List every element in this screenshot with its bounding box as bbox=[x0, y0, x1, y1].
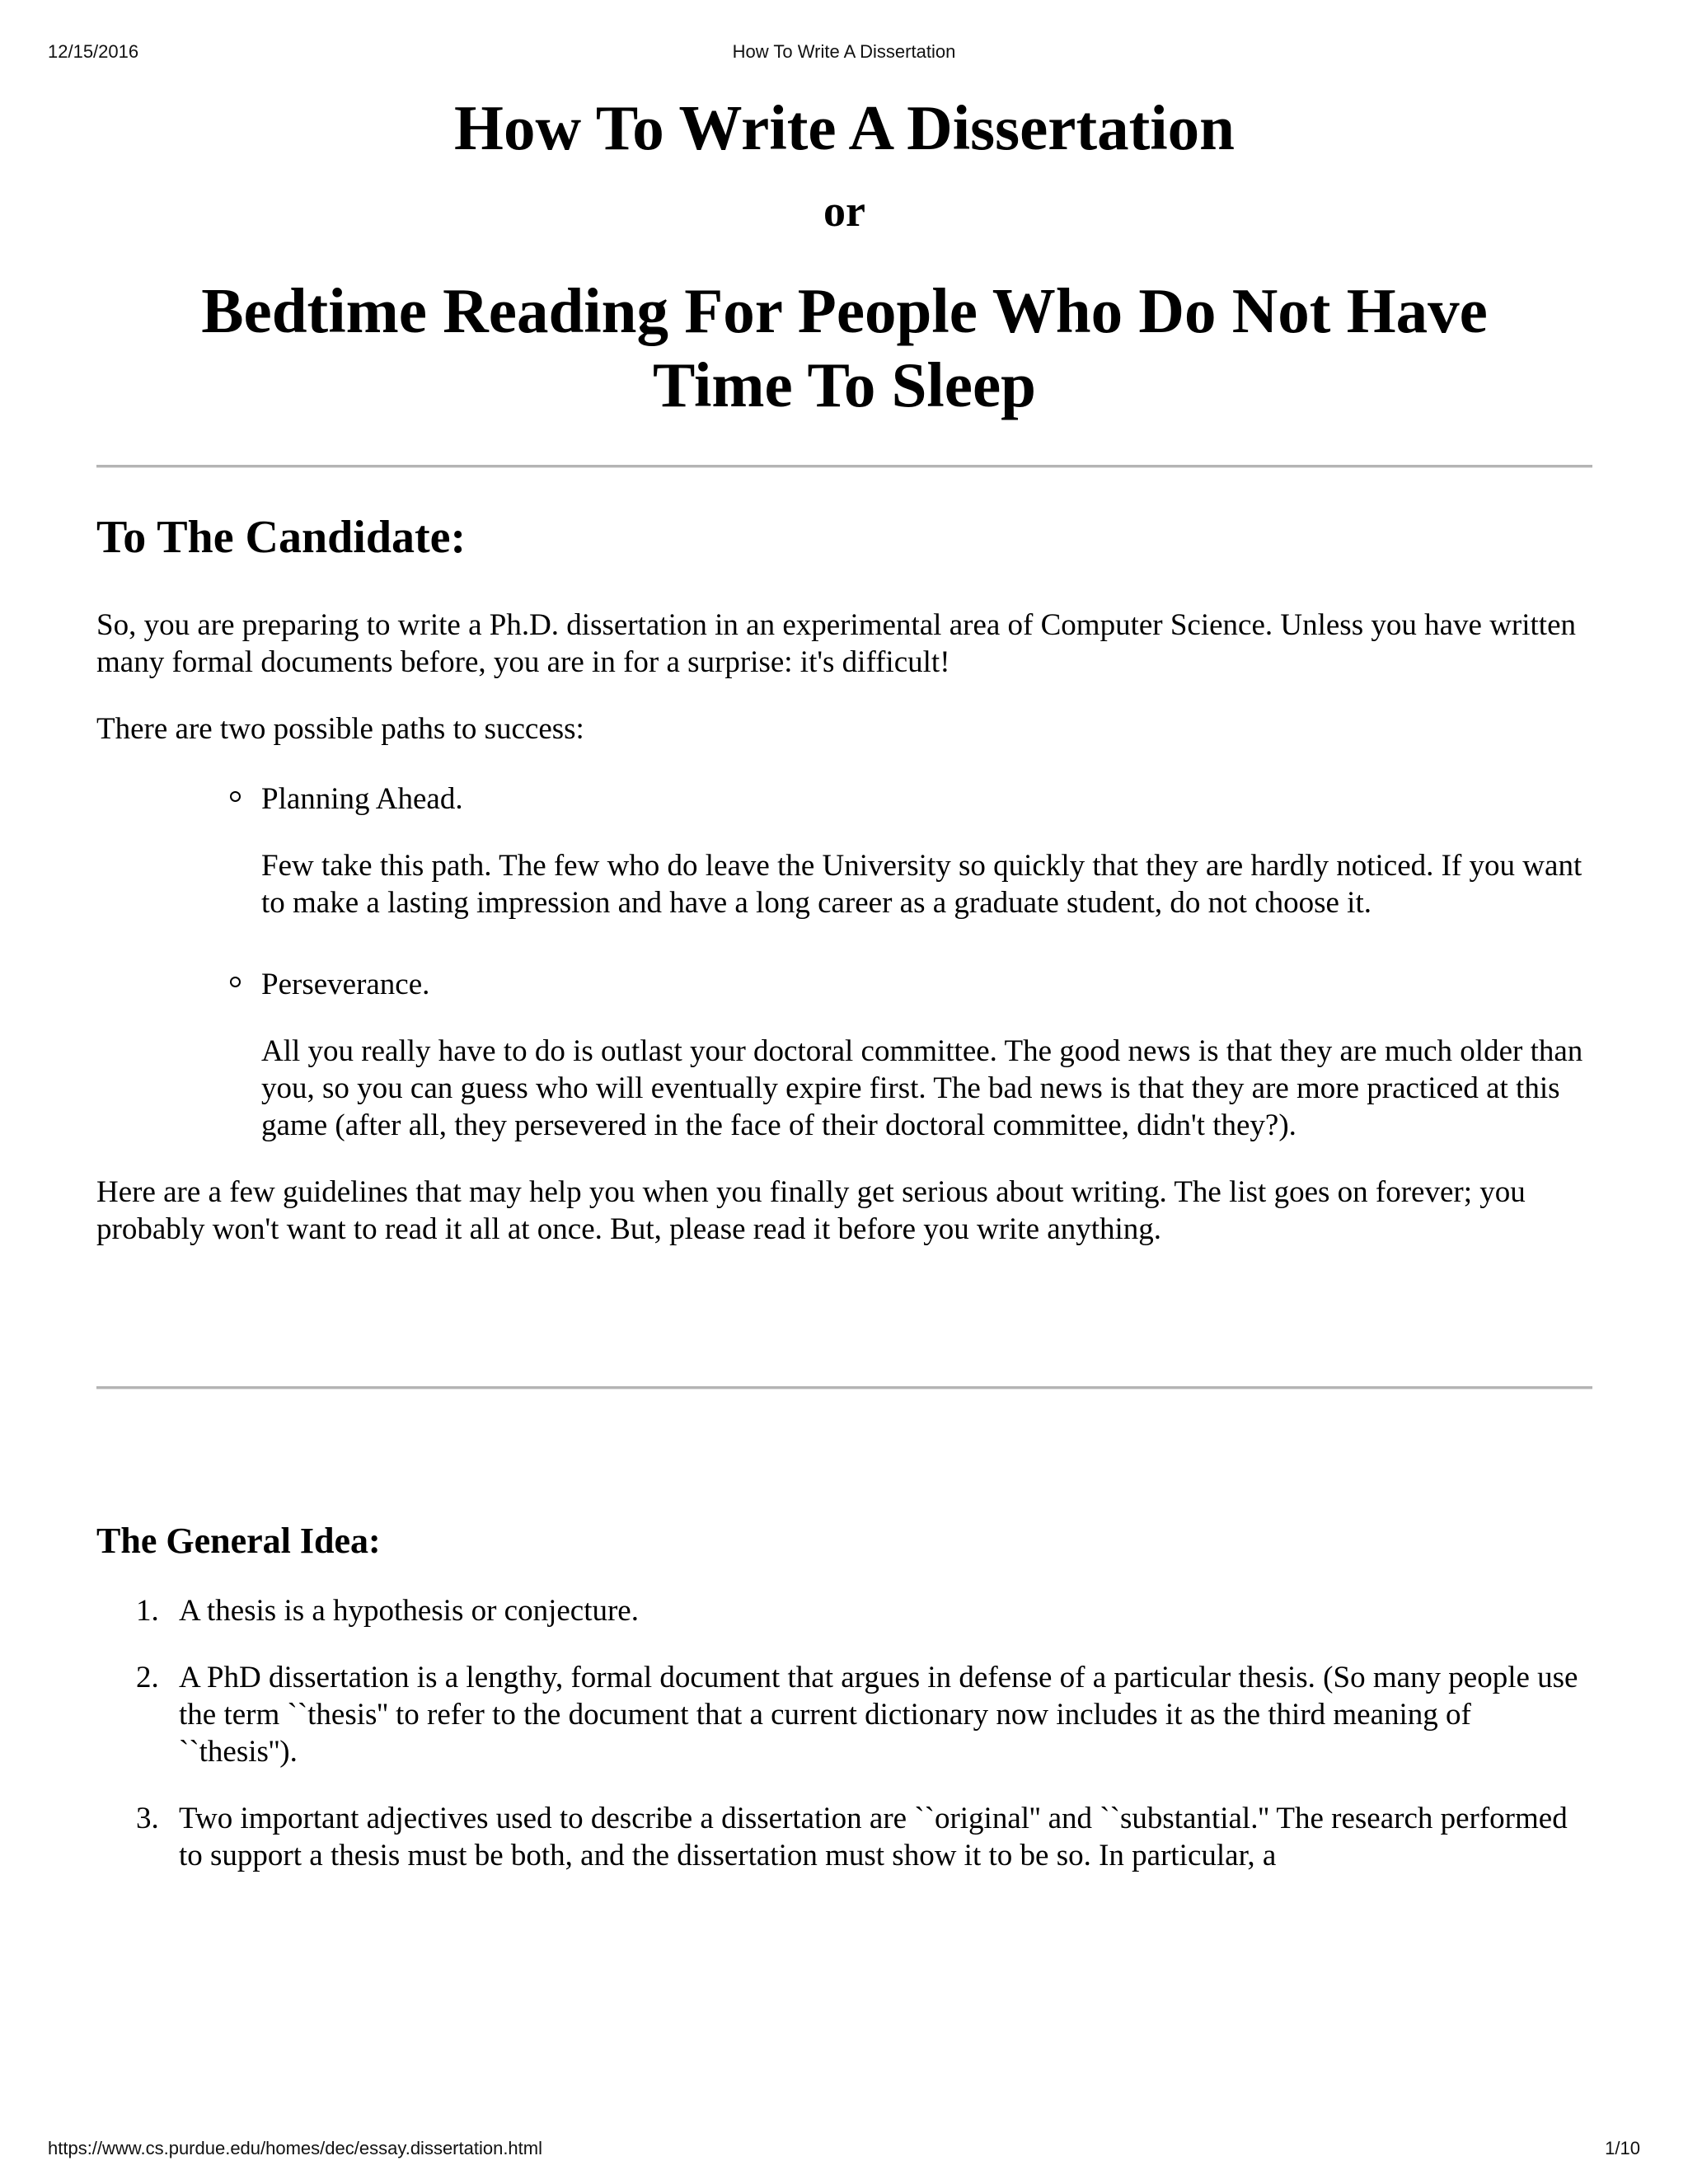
print-page-title: How To Write A Dissertation bbox=[732, 41, 956, 62]
list-number: 3. bbox=[136, 1802, 159, 1835]
list-item-text: Two important adjectives used to describe a dissertation are ``original'' and ``substantial.'' The research performed to support a thesis must be both, and the dissertation must show it to be so. In particular, a bbox=[179, 1802, 1568, 1872]
list-item bbox=[136, 1659, 1592, 1770]
section-divider bbox=[96, 1386, 1592, 1390]
document-title: How To Write A Dissertation bbox=[454, 92, 1235, 163]
print-footer bbox=[48, 2138, 1640, 2163]
print-header bbox=[48, 41, 1640, 66]
section-divider bbox=[96, 465, 1592, 468]
circle-bullet-icon bbox=[230, 791, 241, 802]
path-label: Planning Ahead. bbox=[261, 782, 463, 816]
title-connector: or bbox=[823, 186, 865, 236]
page-url: https://www.cs.purdue.edu/homes/dec/essay.dissertation.html bbox=[48, 2138, 542, 2158]
paths-intro: There are two possible paths to success: bbox=[96, 712, 584, 746]
candidate-closing: Here are a few guidelines that may help you when you finally get serious about writing. The list goes on forever; you probably won't want to read it all at once. But, please read it before you write anything. bbox=[96, 1175, 1526, 1246]
candidate-heading: To The Candidate: bbox=[96, 512, 467, 563]
path-item bbox=[261, 966, 1592, 1144]
path-item bbox=[261, 780, 1592, 921]
document-body bbox=[96, 91, 1592, 1874]
path-label: Perseverance. bbox=[261, 968, 430, 1001]
list-number: 2. bbox=[136, 1661, 159, 1694]
subtitle-line-2: Time To Sleep bbox=[653, 349, 1036, 420]
list-item-text: A PhD dissertation is a lengthy, formal document that argues in defense of a particular thesis. (So many people use the term ``thesis'' to refer to the document that a current dictionary now includes it as the third meaning of ``thesis''). bbox=[179, 1661, 1578, 1769]
subtitle-line-1: Bedtime Reading For People Who Do Not Have bbox=[201, 275, 1488, 346]
page-counter: 1/10 bbox=[1605, 2138, 1640, 2158]
general-idea-heading: The General Idea: bbox=[96, 1521, 381, 1561]
list-number: 1. bbox=[136, 1594, 159, 1628]
document-subtitle bbox=[96, 274, 1592, 422]
circle-bullet-icon bbox=[230, 977, 241, 987]
paths-list bbox=[96, 780, 1592, 1144]
list-item bbox=[136, 1592, 1592, 1629]
print-date: 12/15/2016 bbox=[48, 41, 139, 62]
path-detail: Few take this path. The few who do leave the University so quickly that they are hardly noticed. If you want to make a lasting impression and have a long career as a graduate student, do not choose it. bbox=[261, 849, 1582, 920]
list-item bbox=[136, 1800, 1592, 1874]
candidate-intro: So, you are preparing to write a Ph.D. dissertation in an experimental area of Computer Science. Unless you have written many formal documents before, you are in for a surprise: it's difficult! bbox=[96, 608, 1577, 679]
path-detail: All you really have to do is outlast your doctoral committee. The good news is that they are much older than you, so you can guess who will eventually expire first. The bad news is that they are more practiced at this game (after all, they persevered in the face of their doctoral committee, didn't they?). bbox=[261, 1034, 1583, 1142]
general-idea-list bbox=[96, 1592, 1592, 1874]
list-item-text: A thesis is a hypothesis or conjecture. bbox=[179, 1594, 639, 1628]
